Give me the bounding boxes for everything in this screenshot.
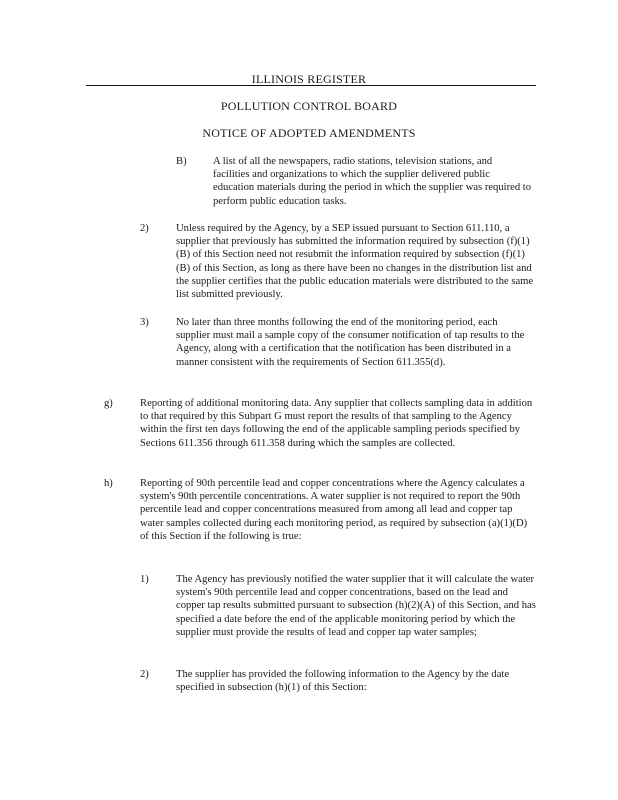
paragraph-label: 2) (140, 669, 149, 680)
header-rule (86, 85, 536, 86)
paragraph-label: 1) (140, 574, 149, 585)
paragraph-text: No later than three months following the end of the monitoring period, each supplier must mail a sample copy of the consumer notification of tap results to the Agency, along with a certification that the notification has been distributed in a manner consistent with the requirements of Section 611.355(d). (176, 317, 525, 368)
paragraph-text: Unless required by the Agency, by a SEP issued pursuant to Section 611.110, a supplier that previously has submitted the information required by subsection (f)(1)(B) of this Section need not resubmit the information required by subsection (f)(1)(B) of this Section, as long as there have been no changes in the distribution list and the supplier certifies that the public education materials were distributed to the same list submitted previously. (176, 223, 534, 301)
notice-title: NOTICE OF ADOPTED AMENDMENTS (202, 126, 416, 140)
paragraph-label: 2) (140, 223, 149, 234)
paragraph-text: A list of all the newspapers, radio stations, television stations, and facilities and organizations to which the supplier delivered public education materials during the period in which the supplier was required to perform public education tasks. (213, 156, 532, 207)
paragraph-text: The Agency has previously notified the water supplier that it will calculate the water system's 90th percentile lead and copper concentrations, based on the lead and copper tap results submitted pursuant to subsection (h)(2)(A) of this Section, and has specified a date before the end of the applicable monitoring period by which the supplier must provide the results of lead and copper tap water samples; (176, 574, 536, 638)
paragraph-label: 3) (140, 317, 149, 328)
paragraph-text: Reporting of 90th percentile lead and copper concentrations where the Agency calculates a system's 90th percentile concentrations. A water supplier is not required to report the 90th percentile lead and copper concentrations measured from among all lead and copper tap water samples collected during each monitoring period, as required by subsection (a)(1)(D) of this Section if the following is true: (140, 478, 528, 542)
paragraph-text: Reporting of additional monitoring data. Any supplier that collects sampling data in addition to that required by this Subpart G must report the results of that sampling to the Agency within the first ten days following the end of the applicable sampling periods specified by Sections 611.356 through 611.358 during which the samples are collected. (140, 398, 533, 449)
register-title: ILLINOIS REGISTER (251, 72, 367, 86)
board-title: POLLUTION CONTROL BOARD (220, 99, 398, 113)
paragraph-label: h) (104, 478, 113, 489)
paragraph-label: g) (104, 398, 113, 409)
paragraph-text: The supplier has provided the following information to the Agency by the date specified in subsection (h)(1) of this Section: (176, 669, 510, 694)
paragraph-label: B) (176, 156, 187, 167)
